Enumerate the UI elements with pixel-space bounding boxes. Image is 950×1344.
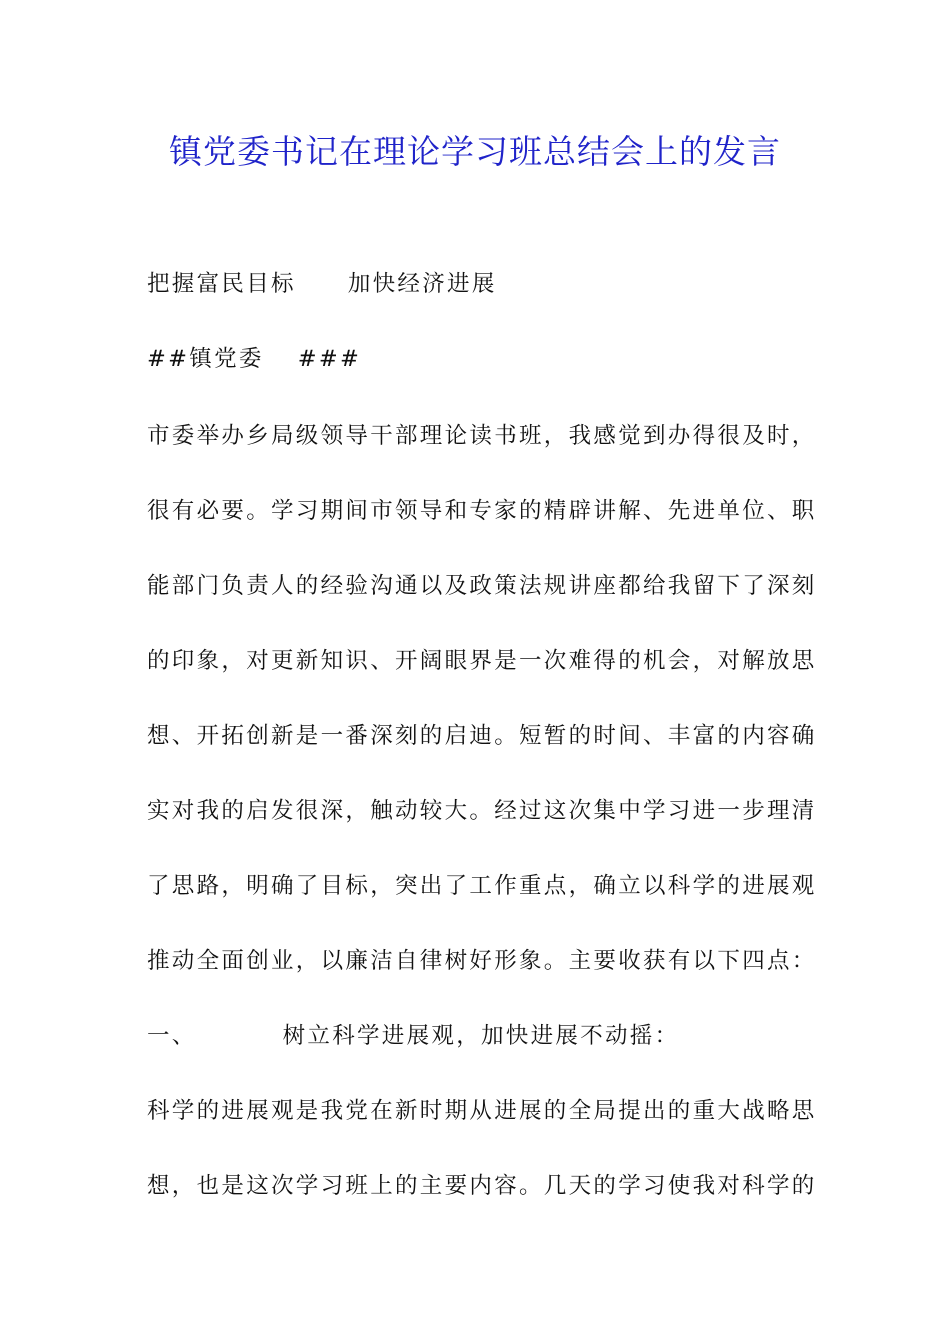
body-line: 实对我的启发很深，触动较大。经过这次集中学习进一步理清: [147, 798, 817, 824]
body-line: 很有必要。学习期间市领导和专家的精辟讲解、先进单位、职: [147, 498, 817, 524]
body-line: 想，也是这次学习班上的主要内容。几天的学习使我对科学的: [147, 1173, 817, 1199]
body-line: 市委举办乡局级领导干部理论读书班，我感觉到办得很及时，: [147, 423, 817, 449]
body-line: 能部门负责人的经验沟通以及政策法规讲座都给我留下了深刻: [147, 573, 817, 599]
body-line: 想、开拓创新是一番深刻的启迪。短暂的时间、丰富的内容确: [147, 723, 817, 749]
author-org: ##镇党委: [147, 346, 264, 372]
section-heading-1: [147, 1018, 679, 1054]
section-heading-text: 树立科学进展观，加快进展不动摇：: [282, 1023, 680, 1049]
document-title: 镇党委书记在理论学习班总结会上的发言: [169, 132, 781, 171]
body-line: 科学的进展观是我党在新时期从进展的全局提出的重大战略思: [147, 1098, 817, 1124]
body-line: 推动全面创业，以廉洁自律树好形象。主要收获有以下四点：: [147, 948, 817, 974]
author-line: [147, 341, 361, 377]
body-line: 了思路，明确了目标，突出了工作重点，确立以科学的进展观: [147, 873, 817, 899]
subtitle: [147, 266, 497, 302]
subtitle-part-2: 加快经济进展: [347, 271, 497, 297]
section-number: 一、: [147, 1023, 197, 1049]
body-line: 的印象，对更新知识、开阔眼界是一次难得的机会，对解放思: [147, 648, 817, 674]
subtitle-part-1: 把握富民目标: [147, 271, 296, 297]
author-name: ###: [297, 346, 362, 372]
